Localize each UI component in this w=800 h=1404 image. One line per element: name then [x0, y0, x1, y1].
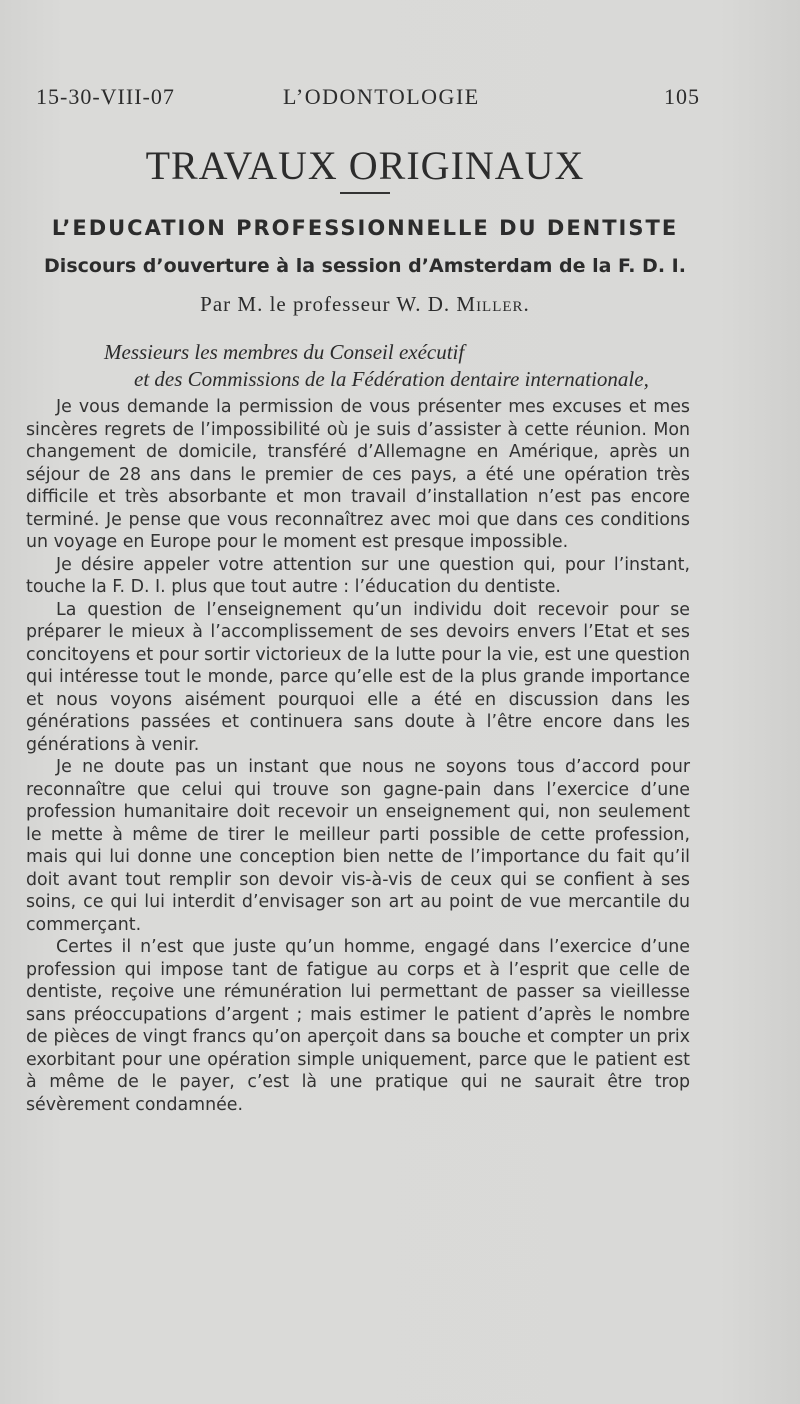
paragraph: Je vous demande la permission de vous présenter mes excuses et mes sincères regrets de l’impossibilité où je suis d’assister à cette réunion. Mon changement de domicile, transféré d’Allemagne en Amérique, après un séjour de 28 ans dans le premier de ces pays, a été une opération très difficile et très absorbante et mon travail d’installation n’est pas encore terminé. Je pense que vous reconnaîtrez avec moi que dans ces conditions un voyage en Europe pour le moment est presque impossible.: [26, 397, 690, 552]
author-prefix: Par M. le professeur W. D.: [200, 292, 457, 316]
journal-name: L’ODONTOLOGIE: [283, 84, 480, 109]
issue-date: 15-30-VIII-07: [36, 84, 175, 109]
article-subtitle: Discours d’ouverture à la session d’Amsterdam de la F. D. I.: [44, 255, 686, 277]
article-body: [26, 396, 690, 1116]
title-rule: [340, 192, 390, 194]
paragraph: Je ne doute pas un instant que nous ne soyons tous d’accord pour reconnaître que celui qui trouve son gagne-pain dans l’exercice d’une profession humanitaire doit recevoir un enseignement qui, non seulement le mette à même de tirer le meilleur parti possible de cette profession, mais qui lui donne une conception bien nette de l’importance du fait qu’il doit avant tout remplir son devoir vis-à-vis de ceux qui se confient à ses soins, ce qui lui interdit d’envisager son art au point de vue mercantile du commerçant.: [26, 757, 690, 935]
article-title: L’EDUCATION PROFESSIONNELLE DU DENTISTE: [51, 216, 679, 240]
paragraph: Je désire appeler votre attention sur une question qui, pour l’instant, touche la F. D. I. plus que tout autre : l’éducation du dentiste.: [26, 554, 690, 597]
salutation-line-2: et des Commissions de la Fédération dentaire internationale,: [134, 367, 649, 391]
paragraph: La question de l’enseignement qu’un individu doit recevoir pour se préparer le mieux à l’accomplissement de ses devoirs envers l’Etat et ses concitoyens et pour sortir victorieux de la lutte pour la vie, est une question qui intéresse tout le monde, parce qu’elle est de la plus grande importance et nous voyons aisément pourquoi elle a été en discussion dans les générations passées et continuera sans doute à l’être encore dans les générations à venir.: [26, 599, 690, 755]
running-header: [36, 84, 700, 114]
salutation-line-1: Messieurs les membres du Conseil exécutif: [104, 340, 465, 364]
paragraph: Certes il n’est que juste qu’un homme, engagé dans l’exercice d’une profession qui impose tant de fatigue au corps et à l’esprit que celle de dentiste, reçoive une rémunération lui permettant de passer sa vieillesse sans préoccupations d’argent ; mais estimer le patient d’après le nombre de pièces de vingt francs qu’on aperçoit dans sa bouche et compter un prix exorbitant pour une opération simple uniquement, parce que le patient est à même de le payer, c’est là une pratique qui ne saurait être trop sévèrement condamnée.: [26, 937, 690, 1115]
author-name: Miller.: [456, 292, 530, 316]
author-line: [34, 292, 696, 317]
section-title: TRAVAUX ORIGINAUX: [145, 143, 585, 188]
page-number: 105: [664, 84, 700, 109]
